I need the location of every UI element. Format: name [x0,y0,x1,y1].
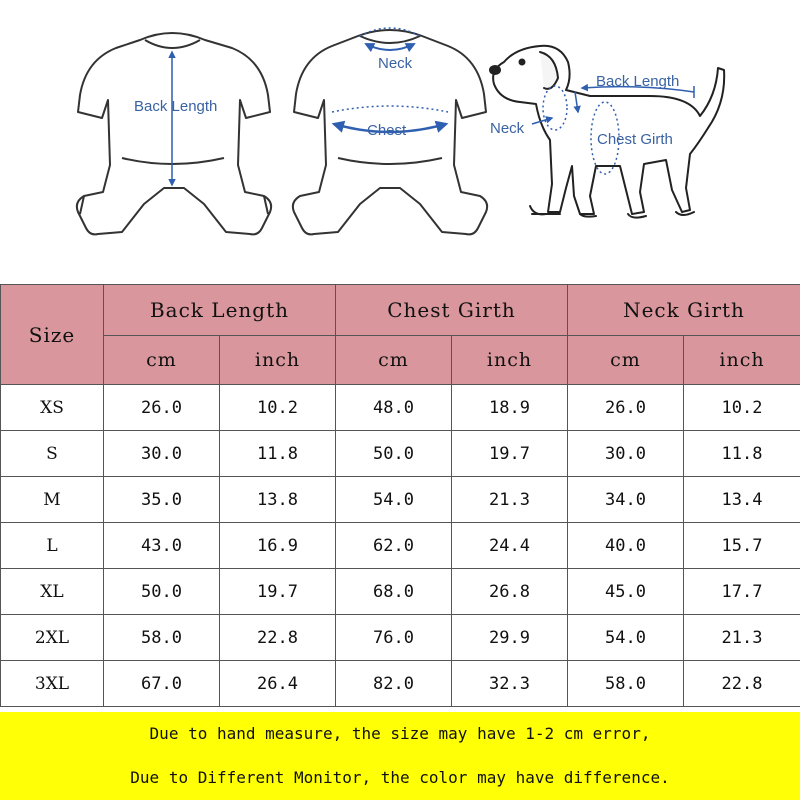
measurement-cell: 34.0 [568,477,684,523]
unit-header: cm [104,336,220,385]
table-row [1,431,800,477]
unit-header: inch [684,336,800,385]
measurement-cell: 15.7 [684,523,800,569]
measurement-cell: 54.0 [568,615,684,661]
measurement-cell: 13.8 [220,477,336,523]
measurement-cell: 29.9 [452,615,568,661]
table-row [1,661,800,707]
measurement-cell: 58.0 [568,661,684,707]
measurement-cell: 10.2 [220,385,336,431]
measurement-cell: 18.9 [452,385,568,431]
measurement-cell: 19.7 [220,569,336,615]
measurement-cell: 67.0 [104,661,220,707]
notice-line-monitor-color: Due to Different Monitor, the color may have difference. [130,768,670,787]
measurement-cell: 22.8 [220,615,336,661]
size-chart-table [0,284,800,707]
measurement-cell: 26.0 [104,385,220,431]
size-cell: XL [1,569,104,615]
measurement-cell: 76.0 [336,615,452,661]
dog-back-length-label: Back Length [596,73,680,90]
unit-header: inch [220,336,336,385]
measurement-cell: 26.4 [220,661,336,707]
measurement-cell: 68.0 [336,569,452,615]
back-chest-label: Chest [367,122,407,139]
notice-banner [0,712,800,800]
measurement-cell: 54.0 [336,477,452,523]
measurement-illustrations [0,0,800,282]
measurement-cell: 21.3 [452,477,568,523]
size-column-header: Size [1,285,104,385]
measurement-cell: 50.0 [336,431,452,477]
table-row [1,477,800,523]
measurement-cell: 10.2 [684,385,800,431]
size-chart-body [1,385,800,707]
dog-chest-label: Chest Girth [597,131,673,148]
size-cell: L [1,523,104,569]
measurement-cell: 30.0 [104,431,220,477]
back-length-group-header: Back Length [104,285,336,336]
size-cell: 2XL [1,615,104,661]
table-row [1,615,800,661]
measurement-cell: 26.8 [452,569,568,615]
table-row [1,385,800,431]
size-chart-header [1,285,800,385]
measurement-cell: 11.8 [684,431,800,477]
measurement-cell: 30.0 [568,431,684,477]
measurement-cell: 19.7 [452,431,568,477]
measurement-cell: 24.4 [452,523,568,569]
measurement-cell: 13.4 [684,477,800,523]
measurement-cell: 43.0 [104,523,220,569]
unit-header: cm [336,336,452,385]
measurement-cell: 11.8 [220,431,336,477]
size-cell: XS [1,385,104,431]
garment-front-diagram [77,33,271,234]
measurement-cell: 35.0 [104,477,220,523]
notice-line-measure-error: Due to hand measure, the size may have 1-2 cm error, [149,724,651,743]
measurement-cell: 22.8 [684,661,800,707]
unit-header: cm [568,336,684,385]
measurement-cell: 58.0 [104,615,220,661]
table-row [1,569,800,615]
front-back-length-label: Back Length [134,98,218,115]
measurement-cell: 17.7 [684,569,800,615]
measurement-cell: 82.0 [336,661,452,707]
size-cell: 3XL [1,661,104,707]
table-row [1,523,800,569]
measurement-cell: 40.0 [568,523,684,569]
measurement-cell: 48.0 [336,385,452,431]
measurement-cell: 50.0 [104,569,220,615]
neck-girth-group-header: Neck Girth [568,285,800,336]
measurement-cell: 62.0 [336,523,452,569]
measurement-cell: 26.0 [568,385,684,431]
size-cell: S [1,431,104,477]
measurement-cell: 16.9 [220,523,336,569]
measurement-cell: 45.0 [568,569,684,615]
back-neck-label: Neck [378,55,413,72]
unit-header: inch [452,336,568,385]
size-cell: M [1,477,104,523]
measurement-cell: 21.3 [684,615,800,661]
dog-neck-label: Neck [490,120,525,137]
chest-girth-group-header: Chest Girth [336,285,568,336]
measurement-cell: 32.3 [452,661,568,707]
